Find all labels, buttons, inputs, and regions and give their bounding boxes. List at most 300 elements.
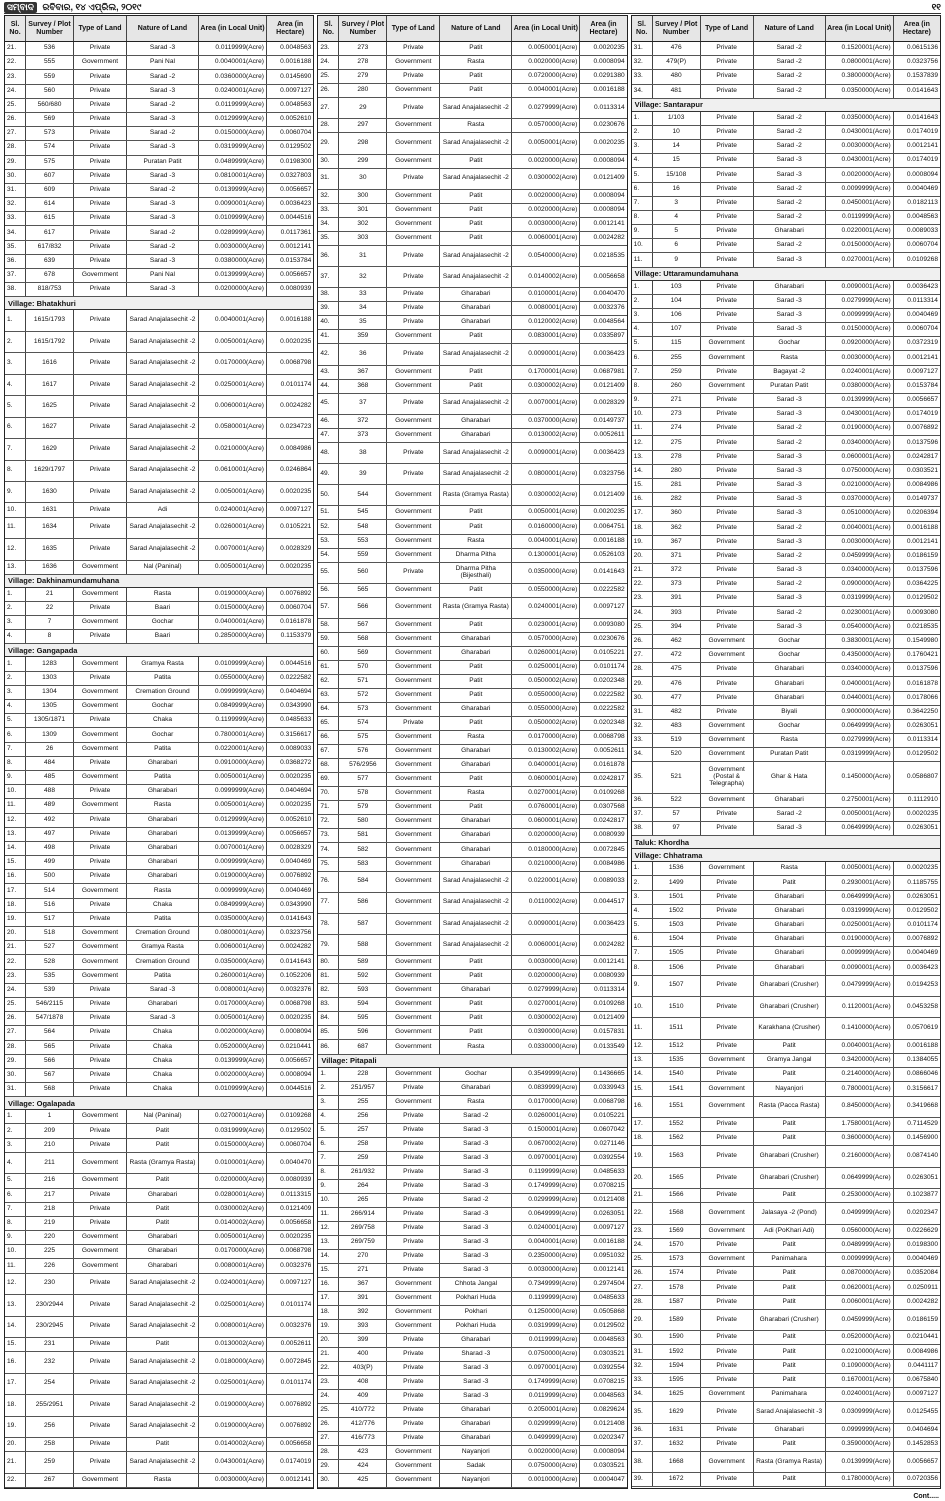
table-row <box>318 1376 626 1390</box>
nature-of-land-cell: Puratan Patit <box>754 748 826 761</box>
area-hectare-cell: 0.0056657 <box>280 271 312 279</box>
sl-no-cell: 41. <box>318 330 339 343</box>
nature-of-land-cell: Sarad -3 <box>440 1376 512 1389</box>
area-local-cell: 0.0020000(Acre) <box>199 1026 267 1039</box>
survey-plot-cell: 547/1878 <box>26 1012 74 1025</box>
area-local-cell: 0.0999999(Acre) <box>199 686 267 699</box>
area-hectare-cell: 0.0101174 <box>907 921 938 929</box>
nature-of-land-cell: Gharabari <box>754 794 826 807</box>
sl-no-cell: 5. <box>632 168 653 181</box>
area-local-cell: 0.0600001(Acre) <box>512 815 580 828</box>
table-row <box>632 677 940 691</box>
type-of-land-cell: Private <box>701 1281 754 1294</box>
sl-no-cell: 28. <box>5 141 26 154</box>
nature-of-land-cell: Gharabari <box>440 858 512 871</box>
area-hectare-cell: 0.0008094 <box>593 58 625 66</box>
sl-no-cell: 31. <box>632 1345 653 1358</box>
area-local-cell: 0.0600001(Acre) <box>512 773 580 786</box>
survey-plot-cell: 15 <box>653 154 701 167</box>
nature-of-land-cell: Patit <box>754 1374 826 1387</box>
type-of-land-cell: Private <box>701 183 754 196</box>
area-hectare-cell: 0.0016188 <box>593 1237 625 1245</box>
nature-of-land-cell: Sarad -2 <box>127 226 199 239</box>
area-local-cell: 0.0060001(Acre) <box>199 941 267 954</box>
table-row <box>5 672 313 686</box>
area-hectare-cell: 0.0113314 <box>907 736 938 744</box>
sl-no-cell: 26. <box>318 1418 339 1431</box>
area-local-cell: 0.0970001(Acre) <box>512 1362 580 1375</box>
area-hectare-cell: 0.0186159 <box>906 1315 938 1323</box>
nature-of-land-cell: Sarad -2 <box>754 422 826 435</box>
survey-plot-cell: 1672 <box>653 1473 701 1486</box>
nature-of-land-cell: Gharabari (Crusher) <box>754 1310 826 1330</box>
area-local-cell: 0.0050001(Acre) <box>826 862 894 875</box>
type-of-land-cell: Private <box>74 198 127 211</box>
area-local-cell: 0.0900000(Acre) <box>826 578 894 591</box>
area-hectare-cell: 0.0263051 <box>906 892 938 900</box>
type-of-land-cell: Government <box>387 1012 440 1025</box>
survey-plot-cell: 278 <box>339 56 387 69</box>
area-hectare-cell: 0.0036423 <box>593 919 625 927</box>
survey-plot-cell: 514 <box>26 884 74 897</box>
nature-of-land-cell: Patit <box>440 773 512 786</box>
village-heading: Village: Ogalapada <box>5 1097 313 1110</box>
nature-of-land-cell: Sarad Anajalasechit -2 <box>127 375 199 395</box>
area-hectare-cell: 0.0056658 <box>280 1219 312 1226</box>
type-of-land-cell: Private <box>74 757 127 770</box>
area-hectare-cell: 0.0020235 <box>280 1014 312 1022</box>
area-local-cell: 0.1090000(Acre) <box>826 1360 894 1373</box>
nature-of-land-cell: Sarad -3 <box>440 1264 512 1277</box>
survey-plot-cell: 373 <box>653 578 701 591</box>
sl-no-cell: 14. <box>5 1317 26 1337</box>
survey-plot-cell: 6 <box>653 239 701 252</box>
nature-of-land-cell: Gharabari <box>127 842 199 855</box>
nature-of-land-cell: Gochar <box>127 700 199 713</box>
area-hectare-cell: 0.0242817 <box>593 775 625 783</box>
area-local-cell: 0.0190000(Acre) <box>199 588 267 601</box>
area-local-cell: 0.0040001(Acre) <box>512 535 580 548</box>
area-local-cell: 0.0030000(Acre) <box>199 241 267 254</box>
type-of-land-cell: Private <box>701 522 754 535</box>
survey-plot-cell: 261/932 <box>339 1166 387 1179</box>
type-of-land-cell: Private <box>74 283 127 296</box>
area-hectare-cell: 0.0404694 <box>906 1425 938 1433</box>
type-of-land-cell: Private <box>387 42 440 55</box>
nature-of-land-cell: Rasta (Gramya Rasta) <box>440 485 512 505</box>
area-hectare-cell: 0.0101174 <box>280 380 312 388</box>
sl-no-cell: 18. <box>5 1395 26 1415</box>
area-local-cell: 0.0540000(Acre) <box>826 621 894 634</box>
nature-of-land-cell: Patit <box>754 1118 826 1131</box>
nature-of-land-cell: Patit <box>440 84 512 97</box>
survey-plot-cell: 251/957 <box>339 1082 387 1095</box>
table-row <box>632 493 940 507</box>
type-of-land-cell: Government <box>74 1174 127 1187</box>
survey-plot-cell: 33 <box>339 288 387 301</box>
nature-of-land-cell: Gharabari <box>754 663 826 676</box>
sl-no-cell: 26. <box>632 635 653 648</box>
table-row <box>5 1295 313 1316</box>
area-local-cell: 0.0499999(Acre) <box>826 1203 894 1223</box>
table-row <box>318 288 626 302</box>
area-local-cell: 0.0279999(Acre) <box>512 984 580 997</box>
sl-no-cell: 9. <box>318 1180 339 1193</box>
type-of-land-cell: Private <box>701 1068 754 1081</box>
survey-plot-cell: 568 <box>339 633 387 646</box>
nature-of-land-cell: Rasta (Gramya Rasta) <box>127 1153 199 1173</box>
sl-no-cell: 35. <box>318 232 339 245</box>
sl-no-cell: 29. <box>632 677 653 690</box>
survey-plot-cell: 579 <box>339 801 387 814</box>
area-hectare-cell: 0.0048564 <box>593 318 625 326</box>
area-local-cell: 0.0040001(Acre) <box>199 310 267 330</box>
sl-no-cell: 11. <box>5 1259 26 1272</box>
area-hectare-cell: 0.0222582 <box>593 585 625 593</box>
table-row <box>5 141 313 155</box>
table-row <box>318 204 626 218</box>
sl-no-cell: 28. <box>632 663 653 676</box>
area-hectare-cell: 0.0008094 <box>593 1448 625 1456</box>
nature-of-land-cell: Gharabari <box>440 1418 512 1431</box>
sl-no-cell: 6. <box>5 1189 26 1202</box>
nature-of-land-cell: Sarad -3 <box>440 1208 512 1221</box>
nature-of-land-cell: Adi (PoKhari Adi) <box>754 1225 826 1238</box>
type-of-land-cell: Private <box>387 1236 440 1249</box>
type-of-land-cell: Private <box>701 408 754 421</box>
nature-of-land-cell: Patit <box>127 1124 199 1137</box>
area-hectare-cell: 0.0327803 <box>280 171 312 179</box>
area-hectare-header: Area (in Hectare) <box>589 21 618 36</box>
area-local-cell: 0.0550000(Acre) <box>512 703 580 716</box>
sl-no-cell: 16. <box>318 1278 339 1291</box>
nature-of-land-cell: Dharma Pitha <box>440 549 512 562</box>
nature-of-land-cell: Sarad -2 <box>127 241 199 254</box>
nature-of-land-cell: Sarad Anajalasechit -2 <box>440 267 512 287</box>
nature-of-land-cell: Sarad Anajalasechit -2 <box>127 1395 199 1415</box>
area-local-cell: 0.0099999(Acre) <box>199 856 267 869</box>
sl-no-cell: 44. <box>318 380 339 393</box>
survey-plot-cell: 518 <box>26 927 74 940</box>
sl-no-cell: 75. <box>318 858 339 871</box>
table-row <box>5 539 313 560</box>
survey-plot-cell: 1629 <box>26 439 74 459</box>
table-row <box>5 602 313 616</box>
area-local-cell: 0.0330000(Acre) <box>512 1040 580 1053</box>
sl-no-cell: 18. <box>318 1306 339 1319</box>
area-hectare-cell: 0.0048563 <box>593 1336 625 1344</box>
type-of-land-cell: Government <box>387 380 440 393</box>
area-hectare-cell: 0.0202348 <box>593 677 625 685</box>
area-hectare-cell: 0.0024282 <box>280 401 312 409</box>
table-row <box>5 1259 313 1273</box>
area-local-cell: 0.1300001(Acre) <box>512 549 580 562</box>
type-of-land-cell: Government <box>387 619 440 632</box>
area-local-cell: 0.0130002(Acre) <box>512 745 580 758</box>
village-heading: Village: Uttaramundamuhana <box>632 268 940 281</box>
nature-of-land-cell: Gharabari <box>440 815 512 828</box>
type-of-land-cell: Government <box>387 535 440 548</box>
survey-plot-cell: 477 <box>653 692 701 705</box>
table-row <box>318 1012 626 1026</box>
survey-plot-cell: 544 <box>339 485 387 505</box>
table-row <box>318 330 626 344</box>
nature-of-land-cell: Sarad -2 <box>754 70 826 83</box>
area-local-cell: 0.0140002(Acre) <box>199 1217 267 1230</box>
survey-plot-cell: 400 <box>339 1348 387 1361</box>
sl-no-cell: 21. <box>318 1348 339 1361</box>
area-local-cell: 0.0080001(Acre) <box>512 302 580 315</box>
type-of-land-cell: Private <box>701 366 754 379</box>
area-hectare-cell: 0.0036423 <box>906 282 938 290</box>
survey-plot-cell: 1304 <box>26 686 74 699</box>
survey-plot-cell: 1634 <box>26 518 74 538</box>
type-of-land-cell: Private <box>701 168 754 181</box>
table-row <box>318 773 626 787</box>
area-local-cell: 0.0440001(Acre) <box>826 692 894 705</box>
nature-of-land-cell: Dharma Pitha (Bijesthali) <box>440 563 512 583</box>
survey-plot-cell: 282 <box>653 493 701 506</box>
table-row <box>318 155 626 169</box>
nature-of-land-cell: Pani Nal <box>127 269 199 282</box>
table-row <box>632 734 940 748</box>
nature-of-land-cell: Sarad Anajalasechit -2 <box>440 443 512 463</box>
type-of-land-cell: Government <box>387 155 440 168</box>
sl-no-cell: 13. <box>5 828 26 841</box>
type-of-land-cell: Private <box>387 302 440 315</box>
area-local-cell: 0.0050001(Acre) <box>199 561 267 574</box>
village-heading: Village: Santarapur <box>632 99 940 112</box>
nature-of-land-cell: Rasta <box>440 731 512 744</box>
table-row <box>632 1452 940 1473</box>
survey-plot-cell: 1505 <box>653 947 701 960</box>
area-hectare-cell: 0.0250911 <box>907 1283 938 1291</box>
survey-plot-cell: 255 <box>339 1096 387 1109</box>
area-hectare-cell: 0.0218535 <box>593 251 625 259</box>
nature-of-land-cell: Sadak <box>440 1460 512 1473</box>
area-hectare-cell: 0.0016188 <box>906 1042 938 1050</box>
sl-no-cell: 83. <box>318 998 339 1011</box>
table-row <box>632 140 940 154</box>
area-hectare-cell: 0.0072845 <box>593 845 625 853</box>
type-of-land-cell: Government <box>701 748 754 761</box>
table-row <box>318 829 626 843</box>
table-row <box>632 592 940 606</box>
sl-no-cell: 33. <box>632 70 653 83</box>
sl-no-cell: 10. <box>5 503 26 516</box>
area-hectare-cell: 0.1456900 <box>906 1134 938 1142</box>
type-of-land-cell: Private <box>701 919 754 932</box>
survey-plot-cell: 462 <box>653 635 701 648</box>
table-row <box>632 56 940 70</box>
table-row <box>632 1018 940 1039</box>
type-of-land-cell: Private <box>74 156 127 169</box>
type-of-land-cell: Private <box>74 630 127 643</box>
sl-no-cell: 27. <box>5 1026 26 1039</box>
area-local-cell: 0.0340000(Acre) <box>826 564 894 577</box>
survey-plot-cell: 1631 <box>653 1424 701 1437</box>
type-of-land-cell: Private <box>74 539 127 559</box>
sl-no-cell: 15. <box>632 1082 653 1095</box>
table-row <box>318 344 626 365</box>
type-of-land-cell: Government <box>701 1203 754 1223</box>
survey-plot-cell: 265 <box>339 1194 387 1207</box>
table-row <box>5 955 313 969</box>
survey-plot-cell: 14 <box>653 140 701 153</box>
area-local-cell: 0.0109999(Acre) <box>199 1083 267 1096</box>
table-row <box>5 771 313 785</box>
nature-of-land-cell: Pokhari Huda <box>440 1292 512 1305</box>
table-row <box>318 133 626 154</box>
type-of-land-cell: Private <box>387 443 440 463</box>
area-local-cell: 0.0060001(Acre) <box>512 232 580 245</box>
nature-of-land-cell: Pani Nal <box>127 56 199 69</box>
area-local-cell: 0.2350000(Acre) <box>512 1250 580 1263</box>
type-of-land-cell: Government <box>701 1097 754 1117</box>
area-local-cell: 0.0400001(Acre) <box>199 616 267 629</box>
type-of-land-cell: Private <box>74 913 127 926</box>
survey-plot-cell: 97 <box>653 822 701 835</box>
survey-plot-cell: 360 <box>653 507 701 520</box>
area-hectare-cell: 0.0052611 <box>593 747 625 755</box>
nature-of-land-cell: Sarad -2 <box>754 183 826 196</box>
survey-plot-cell: 30 <box>339 169 387 189</box>
area-local-cell: 0.0110002(Acre) <box>512 893 580 913</box>
type-of-land-cell: Private <box>74 461 127 481</box>
area-hectare-cell: 0.0113314 <box>907 296 938 304</box>
type-of-land-cell: Private <box>701 1239 754 1252</box>
type-of-land-cell: Private <box>701 1360 754 1373</box>
survey-plot-cell: 231 <box>26 1338 74 1351</box>
table-row <box>5 375 313 396</box>
area-local-cell: 0.0479999(Acre) <box>826 976 894 996</box>
area-local-cell: 0.2050001(Acre) <box>512 1404 580 1417</box>
area-hectare-cell: 0.1052206 <box>280 971 312 979</box>
sl-no-cell: 1. <box>5 588 26 601</box>
area-hectare-cell: 0.0040469 <box>906 184 938 192</box>
table-row <box>5 588 313 602</box>
area-local-cell: 0.0210000(Acre) <box>826 479 894 492</box>
nature-of-land-cell: Rasta <box>754 862 826 875</box>
table-row <box>318 380 626 394</box>
nature-of-land-cell: Baari <box>127 630 199 643</box>
sl-no-cell: 1. <box>632 281 653 294</box>
type-of-land-cell: Government <box>74 56 127 69</box>
nature-of-land-cell: Gharabari <box>127 1245 199 1258</box>
table-row <box>632 649 940 663</box>
survey-plot-cell: 500 <box>26 870 74 883</box>
type-of-land-cell: Private <box>387 1166 440 1179</box>
sl-no-cell: 20. <box>632 1168 653 1188</box>
type-of-land-cell: Government <box>387 366 440 379</box>
sl-no-cell: 1. <box>632 112 653 125</box>
table-row <box>632 1253 940 1267</box>
type-of-land-cell: Private <box>74 1189 127 1202</box>
nature-of-land-cell: Gharabari (Crusher) <box>754 997 826 1017</box>
type-of-land-cell: Private <box>701 822 754 835</box>
village-heading: Taluk: Khordha <box>632 836 940 849</box>
table-row <box>5 283 313 297</box>
table-row <box>632 919 940 933</box>
sl-no-cell: 1. <box>632 862 653 875</box>
area-local-cell: 0.0489999(Acre) <box>199 156 267 169</box>
sl-no-cell: 22. <box>5 56 26 69</box>
nature-of-land-cell: Rasta <box>440 787 512 800</box>
survey-plot-cell: 8 <box>26 630 74 643</box>
survey-plot-cell: 565 <box>26 1041 74 1054</box>
area-local-cell: 0.0350000(Acre) <box>199 913 267 926</box>
type-of-land-cell: Private <box>74 85 127 98</box>
area-hectare-cell: 0.1549980 <box>906 637 938 644</box>
table-row <box>5 799 313 813</box>
type-of-land-cell: Government <box>387 56 440 69</box>
area-hectare-cell: 0.0117361 <box>280 228 312 236</box>
area-local-cell: 0.0230001(Acre) <box>512 619 580 632</box>
area-local-cell: 0.0260001(Acre) <box>512 647 580 660</box>
sl-no-cell: 21. <box>632 564 653 577</box>
area-local-cell: 0.0319999(Acre) <box>826 592 894 605</box>
page-number: ୧୧ <box>931 2 941 12</box>
nature-of-land-cell: Patit <box>440 218 512 231</box>
type-of-land-cell: Private <box>387 1250 440 1263</box>
table-row <box>318 584 626 598</box>
table-row <box>632 1068 940 1082</box>
area-local-cell: 0.0350000(Acre) <box>199 955 267 968</box>
nature-of-land-cell: Sarad -2 <box>127 127 199 140</box>
type-of-land-cell: Government <box>387 218 440 231</box>
type-of-land-cell: Private <box>387 1264 440 1277</box>
table-row <box>632 1203 940 1224</box>
area-local-cell: 0.0610001(Acre) <box>199 461 267 481</box>
area-hectare-cell: 0.3156617 <box>906 1084 938 1092</box>
type-of-land-cell: Private <box>701 451 754 464</box>
area-local-cell: 0.0020000(Acre) <box>512 190 580 203</box>
nature-of-land-cell: Sarad -3 <box>127 42 199 55</box>
survey-plot-cell: 1510 <box>653 997 701 1017</box>
table-row <box>318 815 626 829</box>
table-row <box>632 337 940 351</box>
area-local-cell: 0.1199999(Acre) <box>512 1166 580 1179</box>
survey-plot-cell: 574 <box>26 141 74 154</box>
area-local-header: Area (in Local Unit) <box>826 16 894 41</box>
area-local-cell: 0.0030000(Acre) <box>826 351 894 364</box>
sl-no-cell: 51. <box>318 506 339 519</box>
type-of-land-cell: Private <box>74 899 127 912</box>
village-heading: Village: Pitapali <box>318 1055 626 1068</box>
area-hectare-cell: 0.0364225 <box>906 580 938 588</box>
area-local-cell: 0.0090001(Acre) <box>512 344 580 364</box>
survey-plot-cell: 595 <box>339 1012 387 1025</box>
area-local-cell: 0.0970001(Acre) <box>512 1152 580 1165</box>
area-hectare-cell: 0.0012141 <box>906 537 938 545</box>
type-of-land-cell: Government <box>387 598 440 618</box>
area-hectare-cell: 0.0121409 <box>593 490 625 498</box>
survey-plot-cell: 1590 <box>653 1331 701 1344</box>
sl-no-cell: 4. <box>632 323 653 336</box>
sl-no-cell: 62. <box>318 675 339 688</box>
table-row <box>318 801 626 815</box>
area-local-cell: 0.0080001(Acre) <box>199 984 267 997</box>
area-local-cell: 0.0020000(Acre) <box>199 1069 267 1082</box>
table-row <box>5 785 313 799</box>
type-of-land-cell: Government <box>387 633 440 646</box>
sl-no-cell: 17. <box>5 884 26 897</box>
area-local-cell: 0.0390000(Acre) <box>512 1026 580 1039</box>
table-row <box>632 168 940 182</box>
type-of-land-cell: Private <box>701 295 754 308</box>
nature-of-land-cell: Patit <box>127 1338 199 1351</box>
area-local-cell: 0.0370000(Acre) <box>512 415 580 428</box>
